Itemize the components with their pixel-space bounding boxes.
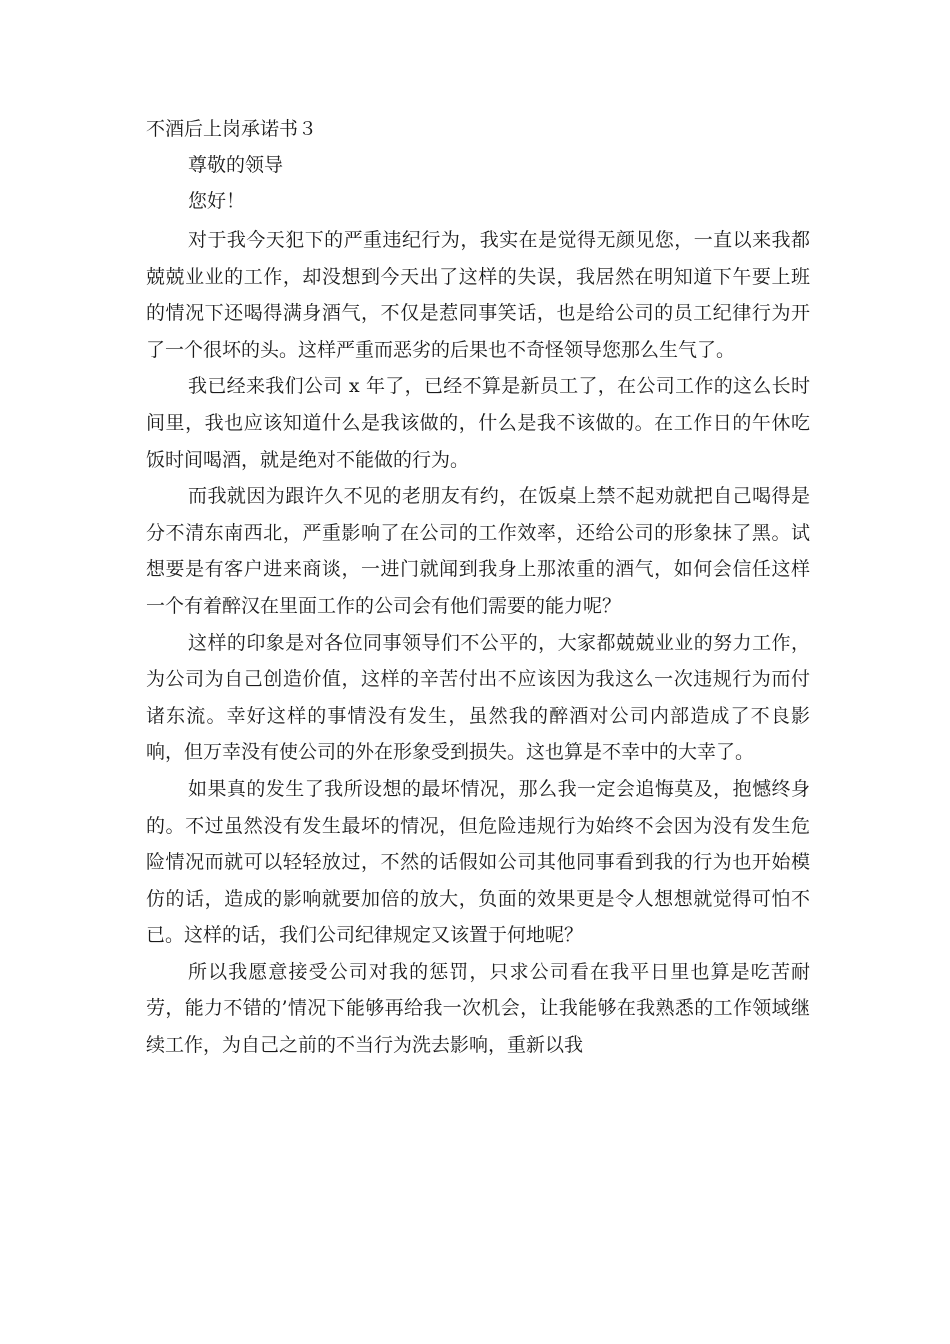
document-body (146, 222, 810, 1064)
paragraph-2: 我已经来我们公司 x 年了，已经不算是新员工了，在公司工作的这么长时间里，我也应该知道什么是我该做的，什么是我不该做的。在工作日的午休吃饭时间喝酒，就是绝对不能做的行为。 (146, 375, 810, 471)
salutation: 尊敬的领导 (188, 154, 284, 176)
paragraph-5: 如果真的发生了我所设想的最坏情况，那么我一定会追悔莫及，抱憾终身的。不过虽然没有发生最坏的情况，但危险违规行为始终不会因为没有发生危险情况而就可以轻轻放过，不然的话假如公司其他同事看到我的行为也开始模仿的话，造成的影响就要加倍的放大，负面的效果更是令人想想就觉得可怕不已。这样的话，我们公司纪律规定又该置于何地呢？ (146, 777, 810, 947)
paragraph-3: 而我就因为跟许久不见的老朋友有约，在饭桌上禁不起劝就把自己喝得是分不清东南西北，严重影响了在公司的工作效率，还给公司的形象抹了黑。试想要是有客户进来商谈，一进门就闻到我身上那浓重的酒气，如何会信任这样一个有着醉汉在里面工作的公司会有他们需要的能力呢？ (146, 485, 810, 617)
document-title: 不酒后上岗承诺书３ (146, 118, 318, 140)
greeting: 您好！ (188, 190, 246, 212)
paragraph-1: 对于我今天犯下的严重违纪行为，我实在是觉得无颜见您，一直以来我都兢兢业业的工作，却没想到今天出了这样的失误，我居然在明知道下午要上班的情况下还喝得满身酒气，不仅是惹同事笑话，也是给公司的员工纪律行为开了一个很坏的头。这样严重而恶劣的后果也不奇怪领导您那么生气了。 (146, 229, 810, 361)
paragraph-6: 所以我愿意接受公司对我的惩罚，只求公司看在我平日里也算是吃苦耐劳，能力不错的’情况下能够再给我一次机会，让我能够在我熟悉的工作领域继续工作，为自己之前的不当行为洗去影响，重新以我 (146, 960, 810, 1057)
paragraph-4: 这样的印象是对各位同事领导们不公平的，大家都兢兢业业的努力工作，为公司为自己创造价值，这样的辛苦付出不应该因为我这么一次违规行为而付诸东流。幸好这样的事情没有发生，虽然我的醉酒对公司内部造成了不良影响，但万幸没有使公司的外在形象受到损失。这也算是不幸中的大幸了。 (146, 631, 810, 764)
